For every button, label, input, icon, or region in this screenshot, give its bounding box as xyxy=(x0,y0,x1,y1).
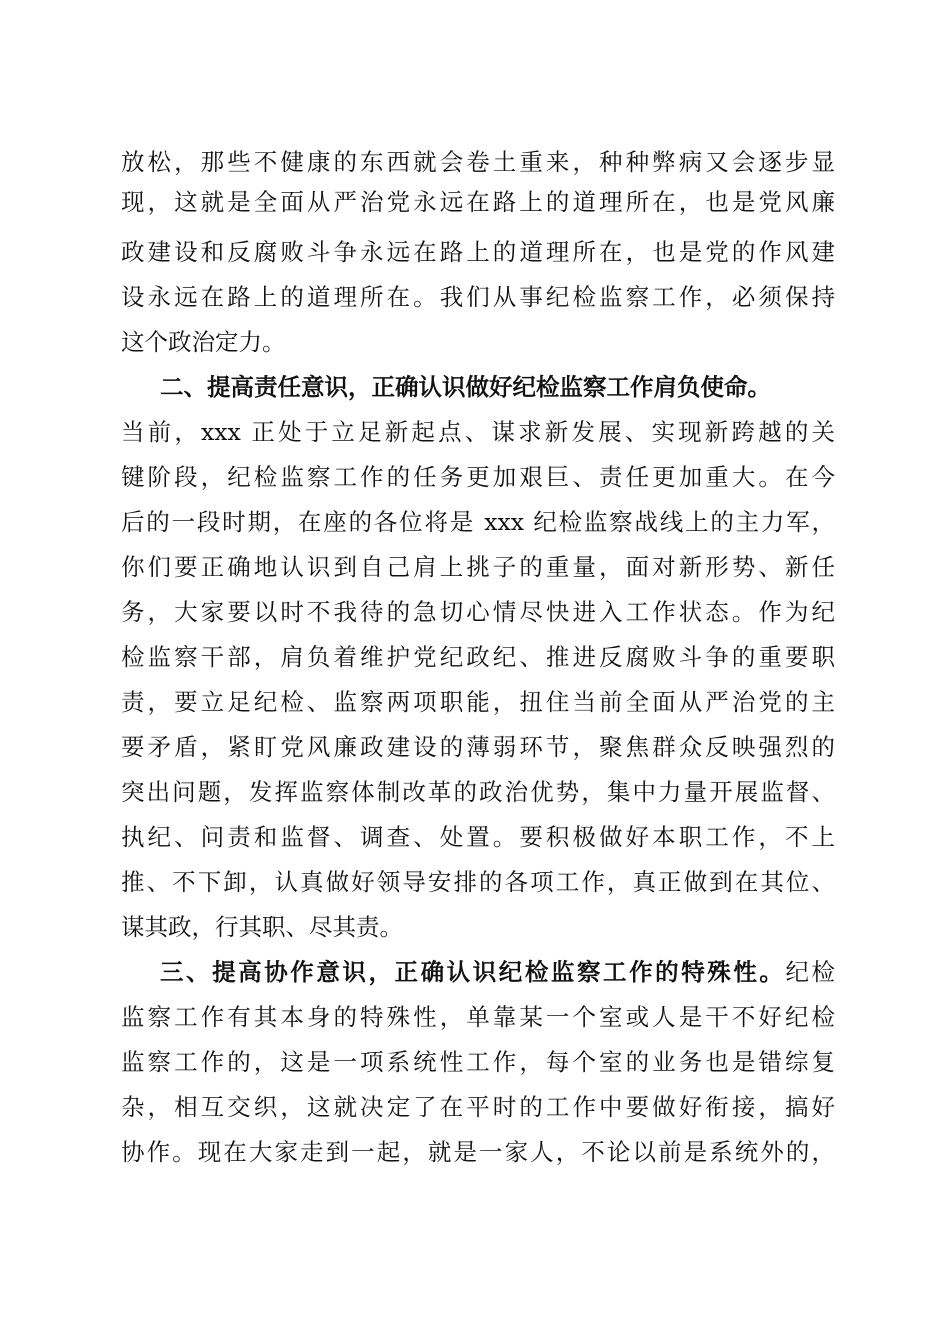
paragraph-2-line-2: 键阶段，纪检监察工作的任务更加艰巨、责任更加重大。在今 xyxy=(121,463,835,491)
paragraph-2-line-6: 检监察干部，肩负着维护党纪政纪、推进反腐败斗争的重要职 xyxy=(121,643,835,671)
section-3-heading-line xyxy=(160,952,835,992)
paragraph-2-line-12: 谋其政，行其职、尽其责。 xyxy=(121,913,403,941)
section-3-heading-tail: 纪检 xyxy=(785,958,836,986)
paragraph-1-line-1: 放松，那些不健康的东西就会卷土重来，种种弊病又会逐步显 xyxy=(121,148,835,176)
section-3-heading: 三、提高协作意识，正确认识纪检监察工作的特殊性。 xyxy=(160,958,786,986)
paragraph-2-line-7: 责，要立足纪检、监察两项职能，扭住当前全面从严治党的主 xyxy=(121,688,835,716)
section-2-heading: 二、提高责任意识，正确认识做好纪检监察工作肩负使命。 xyxy=(160,373,771,401)
paragraph-1-line-4: 设永远在路上的道理所在。我们从事纪检监察工作，必须保持 xyxy=(121,283,835,311)
paragraph-1-line-2: 现，这就是全面从严治党永远在路上的道理所在，也是党风廉 xyxy=(121,188,835,216)
paragraph-2-line-9: 突出问题，发挥监察体制改革的政治优势，集中力量开展监督、 xyxy=(121,778,835,806)
paragraph-1-line-5: 这个政治定力。 xyxy=(121,328,286,356)
paragraph-3-line-4: 协作。现在大家走到一起，就是一家人，不论以前是系统外的， xyxy=(121,1138,835,1166)
paragraph-2-line-4: 你们要正确地认识到自己肩上挑子的重量，面对新形势、新任 xyxy=(121,553,835,581)
paragraph-3-line-3: 杂，相互交织，这就决定了在平时的工作中要做好衔接，搞好 xyxy=(121,1093,835,1121)
paragraph-1-line-3: 政建设和反腐败斗争永远在路上的道理所在，也是党的作风建 xyxy=(121,238,835,266)
paragraph-3-line-2: 监察工作的，这是一项系统性工作，每个室的业务也是错综复 xyxy=(121,1048,835,1076)
paragraph-2-line-1: 当前，xxx 正处于立足新起点、谋求新发展、实现新跨越的关 xyxy=(121,418,835,446)
paragraph-2-line-8: 要矛盾，紧盯党风廉政建设的薄弱环节，聚焦群众反映强烈的 xyxy=(121,733,835,761)
paragraph-2-line-11: 推、不下卸，认真做好领导安排的各项工作，真正做到在其位、 xyxy=(121,868,835,896)
paragraph-2-line-10: 执纪、问责和监督、调查、处置。要积极做好本职工作，不上 xyxy=(121,823,835,851)
paragraph-2-line-3: 后的一段时期，在座的各位将是 xxx 纪检监察战线上的主力军， xyxy=(121,508,835,536)
paragraph-3-line-1: 监察工作有其本身的特殊性，单靠某一个室或人是干不好纪检 xyxy=(121,1003,835,1031)
paragraph-2-line-5: 务，大家要以时不我待的急切心情尽快进入工作状态。作为纪 xyxy=(121,598,835,626)
